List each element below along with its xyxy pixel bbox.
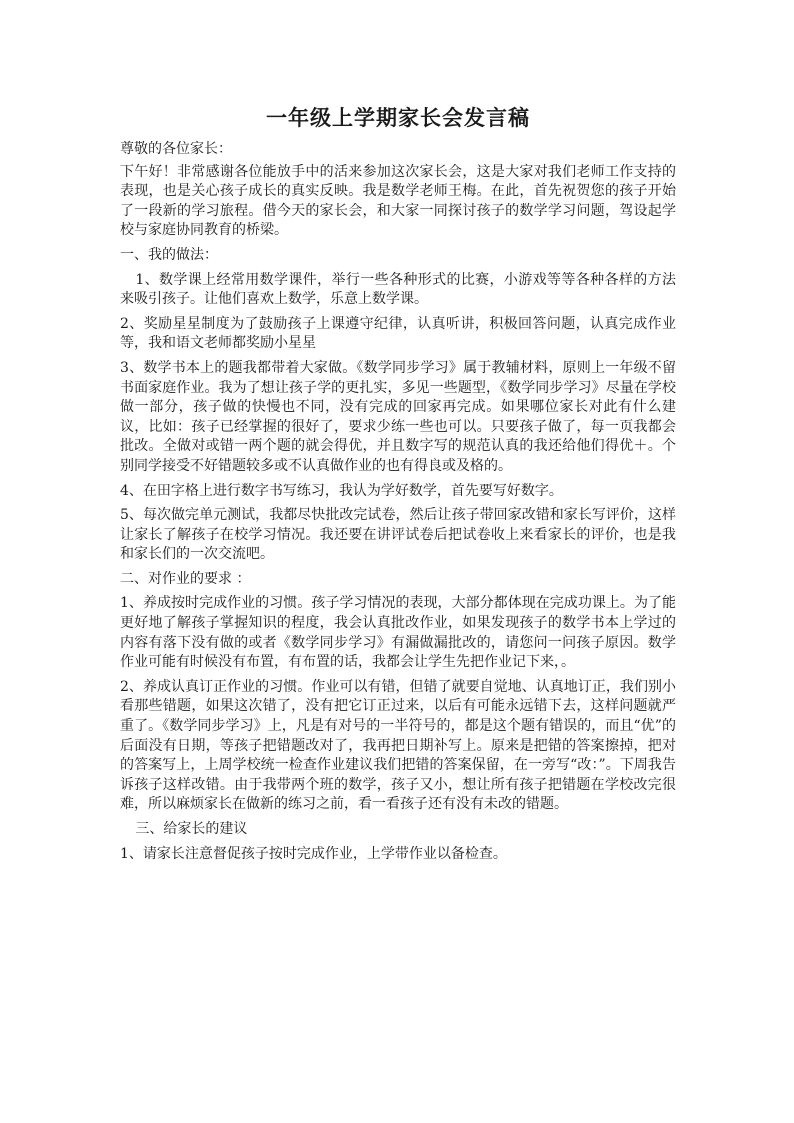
intro-paragraph: 下午好！非常感谢各位能放手中的活来参加这次家长会，这是大家对我们老师工作支持的表现，也是关心孩子成长的真实反映。我是数学老师王梅。在此，首先祝贺您的孩子开始了一段新的学习旅程。借今天的家长会，和大家一同探讨孩子的数学学习问题，驾设起学校与家庭协同教育的桥梁。 bbox=[120, 163, 676, 239]
practice-item-1: 1、数学课上经常用数学课件，举行一些各种形式的比赛，小游戏等等各种各样的方法来吸引孩子。让他们喜欢上数学，乐意上数学课。 bbox=[120, 271, 676, 308]
section-heading-practices: 一、我的做法： bbox=[120, 246, 218, 263]
section-heading-homework: 二、对作业的要求 ： bbox=[120, 570, 251, 587]
practice-item-5: 5、每次做完单元测试，我都尽快批改完试卷，然后让孩子带回家改错和家长写评价，这样让家长了解孩子在校学习情况。我还要在讲评试卷后把试卷收上来看家长的评价，也是我和家长们的一次交流吧。 bbox=[120, 507, 676, 563]
practice-item-4: 4、在田字格上进行数字书写练习，我认为学好数学，首先要写好数字。 bbox=[120, 482, 563, 499]
practice-item-3: 3、数学书本上的题我都带着大家做。《数学同步学习》属于教辅材料，原则上一年级不留书面家庭作业。我为了想让孩子学的更扎实，多见一些题型，《数学同步学习》尽量在学校做一部分，孩子做的快慢也不同，没有完成的回家再完成。如果哪位家长对此有什么建议，比如：孩子已经掌握的很好了，要求少练一些也可以。只要孩子做了，每一页我都会批改。全做对或错一两个题的就会得优，并且数字写的规范认真的我还给他们得优＋。个别同学接受不好错题较多或不认真做作业的也有得良或及格的。 bbox=[120, 359, 676, 474]
practice-item-2: 2、奖励星星制度为了鼓励孩子上课遵守纪律，认真听讲，积极回答问题，认真完成作业等，我和语文老师都奖励小星星 bbox=[120, 315, 676, 352]
suggestion-item-1: 1、请家长注意督促孩子按时完成作业，上学带作业以备检查。 bbox=[120, 845, 507, 862]
homework-item-2: 2、养成认真订正作业的习惯。作业可以有错，但错了就要自觉地、认真地订正，我们别小看那些错题，如果这次错了，没有把它订正过来，以后有可能永远错下去，这样问题就严重了。《数学同步学习》上，凡是有对号的一半符号的，都是这个题有错误的，而且“优”的后面没有日期，等孩子把错题改对了，我再把日期补写上。原来是把错的答案擦掉，把对的答案写上，上周学校统一检查作业建议我们把错的答案保留，在一旁写“改：”。下周我告诉孩子这样改错。由于我带两个班的数学，孩子又小，想让所有孩子把错题在学校改完很难，所以麻烦家长在做新的练习之前，看一看孩子还有没有未改的错题。 bbox=[120, 678, 676, 813]
section-heading-suggestions: 三、给家长的建议 bbox=[135, 821, 248, 837]
homework-item-1: 1、养成按时完成作业的习惯。孩子学习情况的表现，大部分都体现在完成功课上。为了能更好地了解孩子掌握知识的程度，我会认真批改作业，如果发现孩子的数学书本上学过的内容有落下没有做的或者《数学同步学习》有漏做漏批改的，请您问一问孩子原因。数学作业可能有时候没有布置，有布置的话，我都会让学生先把作业记下来，。 bbox=[120, 595, 676, 671]
document-title: 一年级上学期家长会发言稿 bbox=[266, 105, 530, 130]
salutation: 尊敬的各位家长： bbox=[120, 141, 232, 157]
